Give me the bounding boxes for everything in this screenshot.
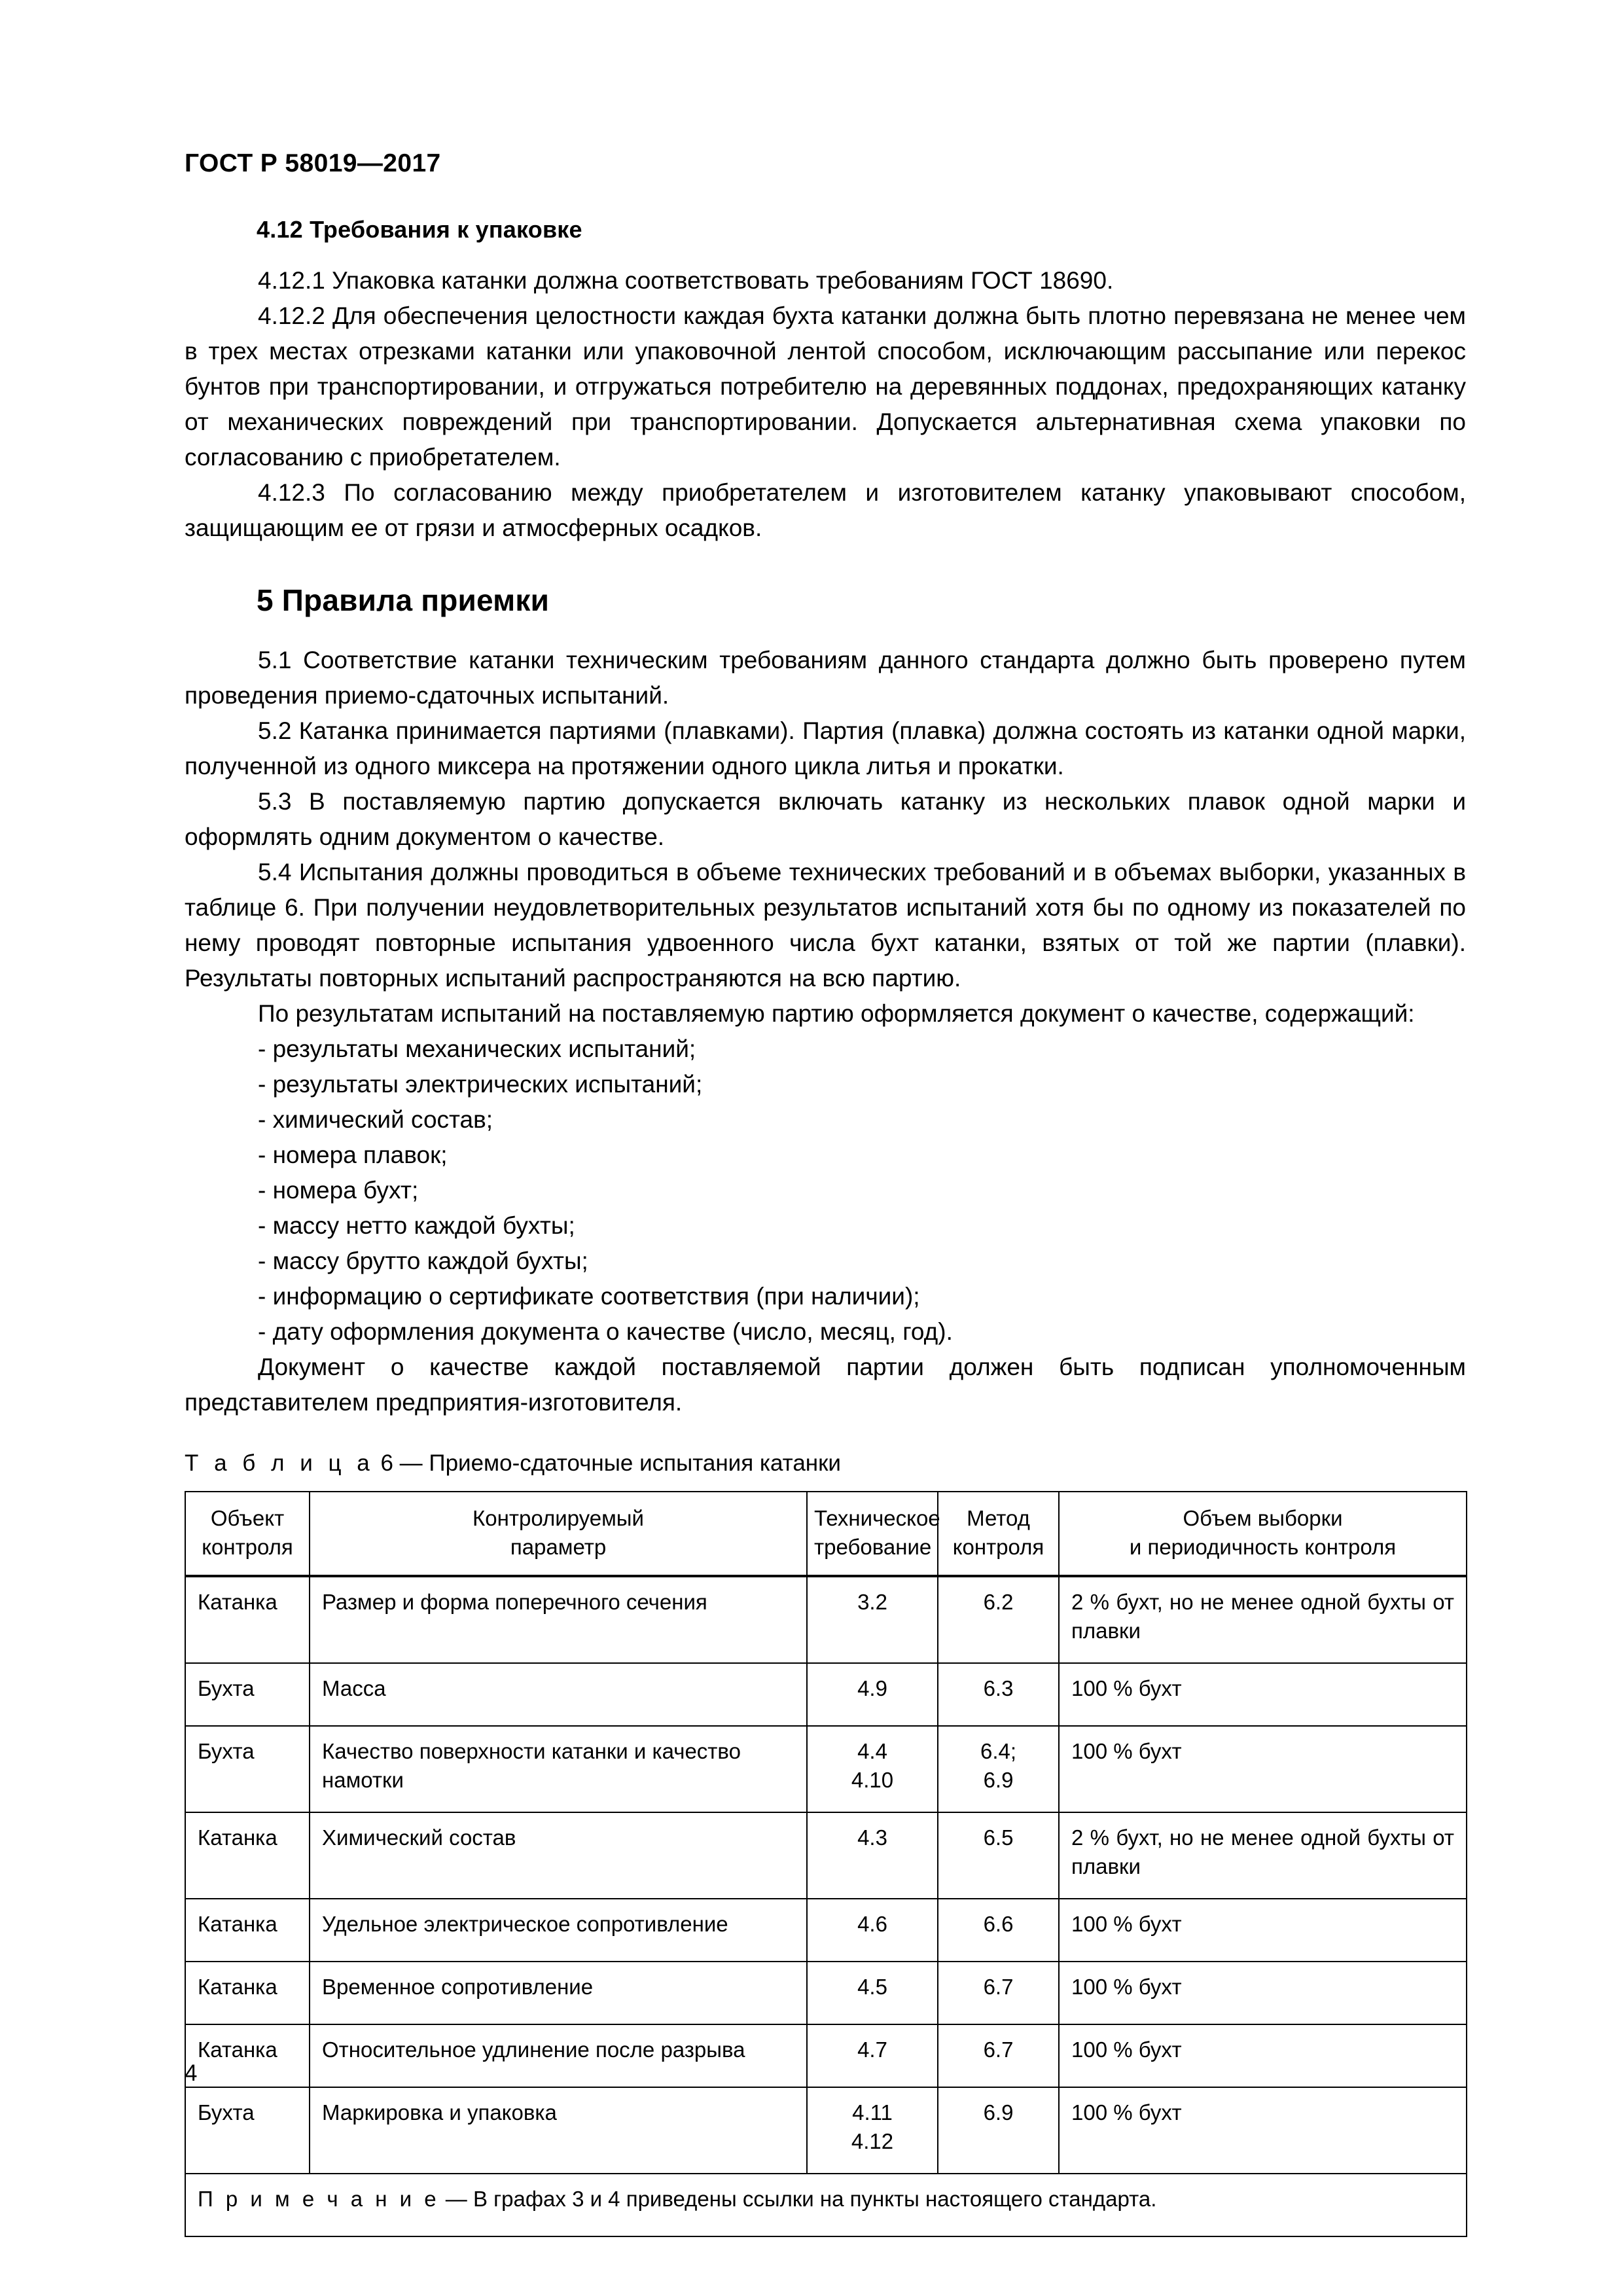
note-label: П р и м е ч а н и е bbox=[198, 2187, 440, 2211]
table-note bbox=[185, 2174, 1467, 2236]
cell-volume: 100 % бухт bbox=[1059, 1663, 1467, 1726]
page-content bbox=[185, 216, 1466, 2237]
cell-parameter: Масса bbox=[310, 1663, 807, 1726]
cell-technical: 4.7 bbox=[807, 2024, 938, 2087]
table-row bbox=[185, 1726, 1467, 1812]
table-row bbox=[185, 1576, 1467, 1663]
cell-technical: 4.9 bbox=[807, 1663, 938, 1726]
cell-method: 6.6 bbox=[938, 1899, 1059, 1962]
list-item: - дату оформления документа о качестве (число, месяц, год). bbox=[258, 1318, 953, 1345]
cell-volume: 100 % бухт bbox=[1059, 1962, 1467, 2024]
table-row bbox=[185, 2087, 1467, 2174]
header-line-1: Техническое bbox=[814, 1506, 940, 1530]
column-header-parameter bbox=[310, 1492, 807, 1576]
cell-method: 6.7 bbox=[938, 1962, 1059, 2024]
cell-object: Катанка bbox=[185, 1962, 310, 2024]
paragraph-4-12-3: 4.12.3 По согласованию между приобретателем и изготовителем катанку упаковывают способом, защищающим ее от грязи и атмосферных осадков. bbox=[185, 479, 1466, 541]
cell-volume: 100 % бухт bbox=[1059, 1726, 1467, 1812]
cell-parameter: Временное сопротивление bbox=[310, 1962, 807, 2024]
table-6-acceptance-tests bbox=[185, 1491, 1467, 2237]
cell-volume: 100 % бухт bbox=[1059, 2024, 1467, 2087]
paragraph-4-12-2: 4.12.2 Для обеспечения целостности каждая бухта катанки должна быть плотно перевязана не менее чем в трех местах отрезками катанки или упаковочной лентой способом, исключающим рассыпание или перекос бунтов при транспортировании, и отгружаться потребителю на деревянных поддонах, предохраняющих катанку от механических повреждений при транспортировании. Допускается альтернативная схема упаковки по согласованию с приобретателем. bbox=[185, 302, 1466, 471]
cell-object: Катанка bbox=[185, 2024, 310, 2087]
list-item: - информацию о сертификате соответствия (при наличии); bbox=[258, 1283, 920, 1310]
column-header-object bbox=[185, 1492, 310, 1576]
table-caption-title: Приемо-сдаточные испытания катанки bbox=[429, 1450, 841, 1476]
table-caption bbox=[185, 1450, 1466, 1477]
table-header bbox=[185, 1492, 1467, 1576]
table-caption-number: 6 bbox=[380, 1450, 393, 1476]
table-header-row bbox=[185, 1492, 1467, 1576]
column-header-control-method bbox=[938, 1492, 1059, 1576]
paragraph-quality-document-signature: Документ о качестве каждой поставляемой партии должен быть подписан уполномоченным представителем предприятия-изготовителя. bbox=[185, 1354, 1466, 1416]
cell-parameter: Относительное удлинение после разрыва bbox=[310, 2024, 807, 2087]
cell-technical: 3.2 bbox=[807, 1576, 938, 1663]
cell-object: Бухта bbox=[185, 1726, 310, 1812]
cell-volume: 100 % бухт bbox=[1059, 2087, 1467, 2174]
cell-method: 6.5 bbox=[938, 1812, 1059, 1899]
header-line-2: и периодичность контроля bbox=[1129, 1535, 1397, 1559]
cell-technical: 4.6 bbox=[807, 1899, 938, 1962]
cell-technical: 4.4 4.10 bbox=[807, 1726, 938, 1812]
paragraph-5-1: 5.1 Соответствие катанки техническим требованиям данного стандарта должно быть проверено путем проведения приемо-сдаточных испытаний. bbox=[185, 647, 1466, 709]
paragraph-quality-document-intro: По результатам испытаний на поставляемую партию оформляется документ о качестве, содержащий: bbox=[258, 1000, 1415, 1027]
cell-method: 6.4; 6.9 bbox=[938, 1726, 1059, 1812]
list-item: - номера плавок; bbox=[258, 1141, 448, 1168]
cell-parameter: Химический состав bbox=[310, 1812, 807, 1899]
paragraph-5-3: 5.3 В поставляемую партию допускается включать катанку из нескольких плавок одной марки и оформлять одним документом о качестве. bbox=[185, 788, 1466, 850]
cell-technical: 4.11 4.12 bbox=[807, 2087, 938, 2174]
table-caption-label: Т а б л и ц а bbox=[185, 1450, 374, 1476]
cell-technical: 4.5 bbox=[807, 1962, 938, 2024]
cell-method: 6.7 bbox=[938, 2024, 1059, 2087]
table-body bbox=[185, 1576, 1467, 2236]
header-line-2: контроля bbox=[202, 1535, 293, 1559]
heading-4-12-packaging-requirements: 4.12 Требования к упаковке bbox=[257, 216, 582, 243]
table-caption-dash: — bbox=[399, 1450, 423, 1476]
list-item: - химический состав; bbox=[258, 1106, 493, 1133]
header-line-2: контроля bbox=[952, 1535, 1044, 1559]
cell-object: Катанка bbox=[185, 1812, 310, 1899]
cell-parameter: Маркировка и упаковка bbox=[310, 2087, 807, 2174]
note-dash: — bbox=[445, 2187, 467, 2211]
cell-volume: 2 % бухт, но не менее одной бухты от плавки bbox=[1059, 1812, 1467, 1899]
cell-method: 6.3 bbox=[938, 1663, 1059, 1726]
paragraph-5-2: 5.2 Катанка принимается партиями (плавками). Партия (плавка) должна состоять из катанки одной марки, полученной из одного миксера на протяжении одного цикла литья и прокатки. bbox=[185, 717, 1466, 780]
paragraph-4-12-1: 4.12.1 Упаковка катанки должна соответствовать требованиям ГОСТ 18690. bbox=[258, 267, 1114, 294]
table-row bbox=[185, 1812, 1467, 1899]
heading-5-acceptance-rules: 5 Правила приемки bbox=[257, 583, 550, 617]
cell-parameter: Размер и форма поперечного сечения bbox=[310, 1576, 807, 1663]
list-item: - результаты электрических испытаний; bbox=[258, 1071, 703, 1098]
paragraph-5-4: 5.4 Испытания должны проводиться в объеме технических требований и в объемах выборки, указанных в таблице 6. При получении неудовлетворительных результатов испытаний хотя бы по одному из показателей по нему проводят повторные испытания удвоенного числа бухт катанки, взятых от той же партии (плавки). Результаты повторных испытаний распространяются на всю партию. bbox=[185, 859, 1466, 992]
cell-object: Катанка bbox=[185, 1899, 310, 1962]
page-number: 4 bbox=[185, 2060, 198, 2086]
note-text: В графах 3 и 4 приведены ссылки на пункты настоящего стандарта. bbox=[473, 2187, 1157, 2211]
list-item: - массу брутто каждой бухты; bbox=[258, 1247, 588, 1274]
table-row bbox=[185, 2024, 1467, 2087]
cell-object: Бухта bbox=[185, 1663, 310, 1726]
cell-volume: 100 % бухт bbox=[1059, 1899, 1467, 1962]
list-item: - номера бухт; bbox=[258, 1177, 419, 1204]
table-row bbox=[185, 1962, 1467, 2024]
cell-parameter: Качество поверхности катанки и качество намотки bbox=[310, 1726, 807, 1812]
list-item: - массу нетто каждой бухты; bbox=[258, 1212, 575, 1239]
table-row bbox=[185, 1899, 1467, 1962]
column-header-technical-requirement bbox=[807, 1492, 938, 1576]
cell-method: 6.2 bbox=[938, 1576, 1059, 1663]
column-header-sampling-volume bbox=[1059, 1492, 1467, 1576]
header-line-1: Контролируемый bbox=[473, 1506, 644, 1530]
header-line-2: параметр bbox=[510, 1535, 607, 1559]
table-note-row bbox=[185, 2174, 1467, 2236]
cell-object: Бухта bbox=[185, 2087, 310, 2174]
quality-document-contents-list bbox=[185, 1031, 1466, 1350]
list-item: - результаты механических испытаний; bbox=[258, 1035, 696, 1062]
header-line-1: Метод bbox=[967, 1506, 1030, 1530]
cell-technical: 4.3 bbox=[807, 1812, 938, 1899]
cell-parameter: Удельное электрическое сопротивление bbox=[310, 1899, 807, 1962]
header-line-1: Объект bbox=[210, 1506, 285, 1530]
cell-object: Катанка bbox=[185, 1576, 310, 1663]
header-line-1: Объем выборки bbox=[1183, 1506, 1343, 1530]
table-row bbox=[185, 1663, 1467, 1726]
cell-volume: 2 % бухт, но не менее одной бухты от плавки bbox=[1059, 1576, 1467, 1663]
header-line-2: требование bbox=[814, 1535, 932, 1559]
cell-method: 6.9 bbox=[938, 2087, 1059, 2174]
running-header-standard-number: ГОСТ Р 58019—2017 bbox=[185, 149, 441, 177]
